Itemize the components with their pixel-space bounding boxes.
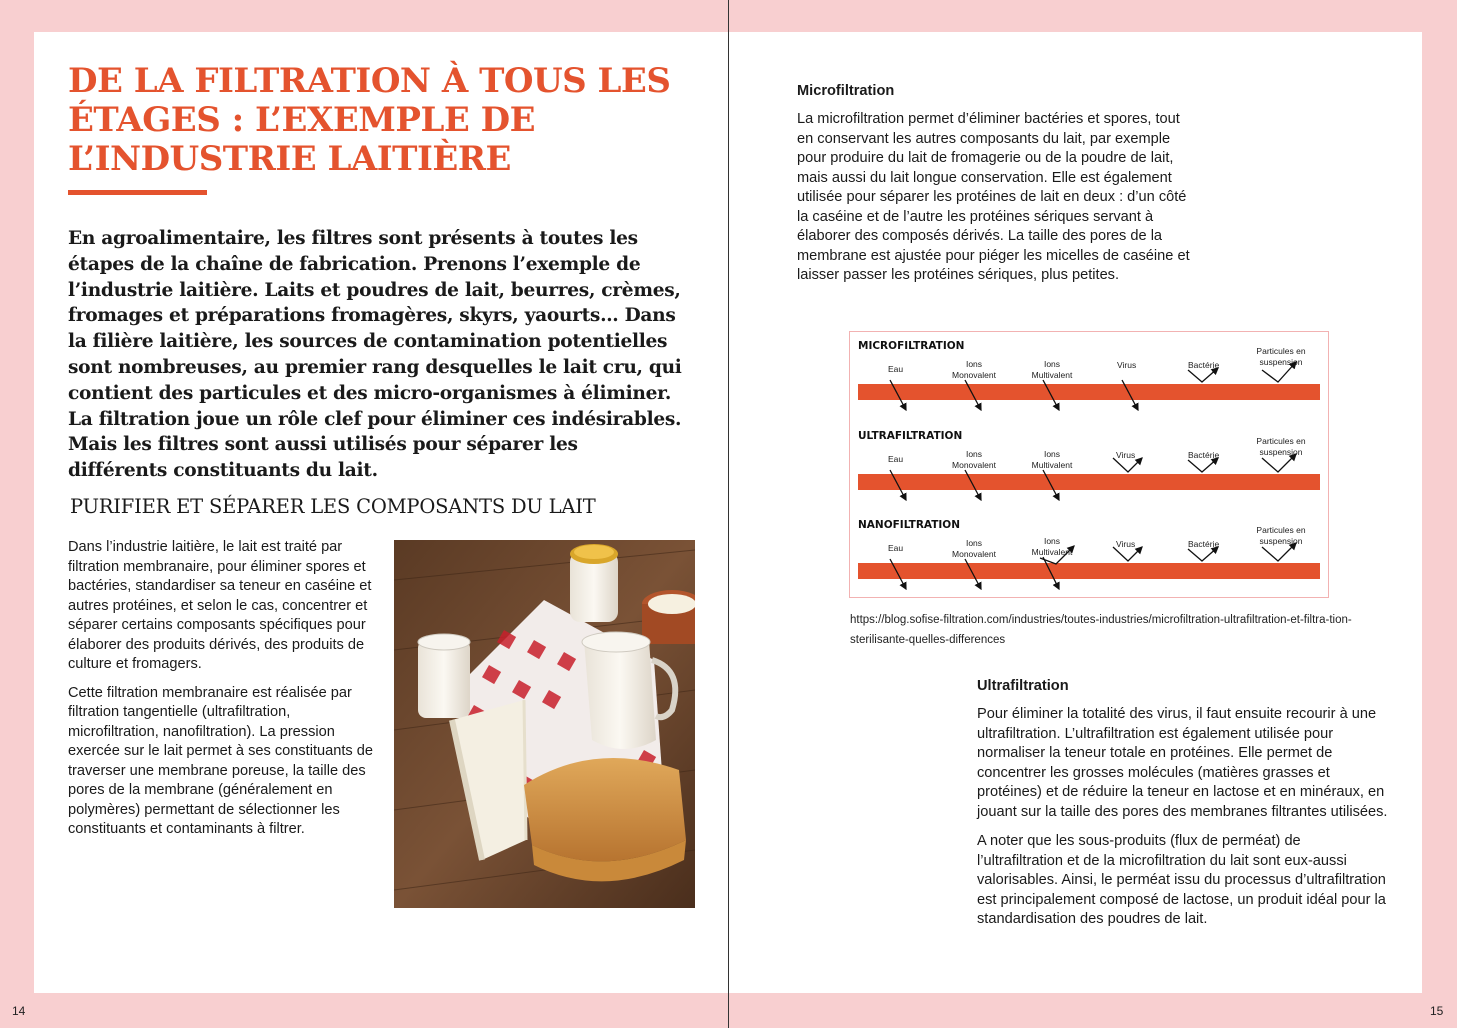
diagram-label: Particules en suspension [1256, 525, 1306, 546]
diagram-label: Virus [1116, 539, 1136, 549]
diagram-section-title: ULTRAFILTRATION [858, 430, 963, 442]
microfiltration-text: La microfiltration permet d’éliminer bactéries et spores, tout en conservant les autres composants du lait, par exemple pour produire du lait de fromagerie ou de la poudre de lait, mais aussi du lait longue conservation. Elle est également utilisée pour séparer les protéines de lait en deux : d’un côté la caséine et de l’autre les protéines sériques servant à élaborer des composés dérivés. La taille des pores de la membrane est ajustée pour piéger les micelles de caséine et laisser passer les protéines sériques, plus petites. [797, 111, 1190, 283]
diagram-label: Ions Multivalent [1031, 449, 1073, 470]
diagram-label: Particules en suspension [1256, 346, 1306, 367]
page-number-left: 14 [12, 1004, 26, 1018]
left-page [34, 32, 728, 993]
diagram-label: Ions Monovalent [952, 449, 996, 470]
diagram-label: Virus [1116, 450, 1136, 460]
ultra-paragraph-2: A noter que les sous-produits (flux de perméat) de l’ultrafiltration et de la microfiltration du lait sont eux-aussi valorisables. Ainsi, le perméat issu du processus d’ultrafiltration est principalement composé de lactose, un produit idéal pour la standardisation des poudres de lait. [977, 833, 1386, 927]
diagram-label: Bactérie [1188, 539, 1220, 549]
page-title: DE LA FILTRATION À TOUS LES ÉTAGES : L’EXEMPLE DE L’INDUSTRIE LAITIÈRE [68, 61, 671, 179]
source-url: https://blog.sofise-filtration.com/industries/toutes-industries/microfiltration-ultrafiltration-et-filtra-tion-sterilisante-quelles-differences [850, 614, 1352, 646]
ultrafiltration-heading: Ultrafiltration [977, 678, 1069, 694]
diagram-label: Ions Multivalent [1031, 536, 1073, 557]
left-body-text [68, 538, 374, 849]
right-page [729, 32, 1422, 993]
section-heading: PURIFIER ET SÉPARER LES COMPOSANTS DU LAIT [70, 495, 596, 518]
diagram-label: Eau [888, 454, 904, 464]
diagram-label: Virus [1117, 360, 1137, 370]
diagram-label: Bactérie [1188, 450, 1220, 460]
diagram-label: Eau [888, 543, 904, 553]
dairy-products-photo [394, 540, 695, 908]
diagram-section-title: NANOFILTRATION [858, 519, 961, 531]
lead-paragraph: En agroalimentaire, les filtres sont présents à toutes les étapes de la chaîne de fabrication. Prenons l’exemple de l’industrie laitière. Laits et poudres de lait, beurres, crèmes, fromages et préparations fromagères, skyrs, yaourts… Dans la filière laitière, les sources de contamination potentielles sont nombreuses, au premier rang desquelles le lait cru, qui contient des particules et des micro-organismes à éliminer. La filtration joue un rôle clef pour éliminer ces indésirables. Mais les filtres sont aussi utilisés pour séparer les différents constituants du lait. [68, 228, 682, 482]
diagram-label: Particules en suspension [1256, 436, 1306, 457]
diagram-section-title: MICROFILTRATION [858, 340, 965, 352]
diagram-label: Ions Monovalent [952, 538, 996, 559]
ultrafiltration-text [977, 705, 1389, 940]
title-underline [68, 190, 207, 195]
page-number-right: 15 [1430, 1004, 1444, 1018]
ultra-paragraph-1: Pour éliminer la totalité des virus, il faut ensuite recourir à une ultrafiltration. L’ultrafiltration est également utilisée pour normaliser la teneur totale en protéines. Elle permet de concentrer les grosses molécules (matières grasses et protéines) et de réduire la teneur en lactose et en minéraux, en jouant sur la taille des pores des membranes filtrantes utilisées. [977, 706, 1388, 820]
body-paragraph-1: Dans l’industrie laitière, le lait est traité par filtration membranaire, pour éliminer spores et bactéries, standardiser sa teneur en caséine et autres protéines, et selon le cas, concentrer et séparer certains composants spécifiques pour élaborer des produits dérivés, des produits de culture et fromagers. [68, 539, 372, 672]
diagram-label: Ions Monovalent [952, 359, 996, 380]
diagram-label: Bactérie [1188, 360, 1220, 370]
filtration-diagram [849, 331, 1329, 598]
particle-arrows [850, 332, 1330, 599]
diagram-label: Eau [888, 364, 904, 374]
body-paragraph-2: Cette filtration membranaire est réalisée par filtration tangentielle (ultrafiltration, microfiltration, nanofiltration). La pression exercée sur le lait permet à ses constituants de traverser une membrane poreuse, la taille des pores de la membrane (généralement en polymères) permettant de sélectionner les constituants et contaminants à filtrer. [68, 684, 374, 837]
diagram-label: Ions Multivalent [1031, 359, 1073, 380]
microfiltration-heading: Microfiltration [797, 83, 895, 99]
